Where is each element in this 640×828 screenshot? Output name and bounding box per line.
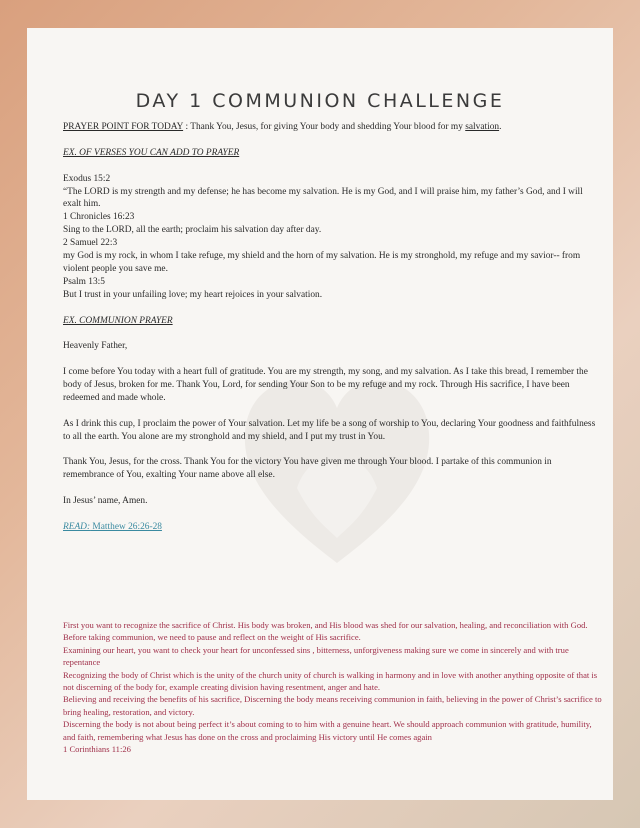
prayer-point-end: . bbox=[499, 122, 502, 132]
prayer-point bbox=[63, 121, 603, 134]
verse-ref: Exodus 15:2 bbox=[63, 173, 111, 184]
notes-section bbox=[63, 619, 603, 755]
verse-ref: 1 Chronicles 16:23 bbox=[63, 212, 135, 223]
prayer-paragraph: I come before You today with a heart full of gratitude. You are my strength, my song, and my salvation. As I take this bread, I remember the body of Jesus, broken for me. Thank You, Lord, for sending Your Son to be my refuge and my rock. Through His sacrifice, I have been redeemed and made whole. bbox=[63, 367, 588, 403]
verse-ref: Psalm 13:5 bbox=[63, 276, 105, 287]
prayer-paragraph: As I drink this cup, I proclaim the power of Your salvation. Let my life be a song of worship to You, declaring Your goodness and faithfulness to all the earth. You alone are my stronghold and my shield, and I put my trust in You. bbox=[63, 418, 596, 442]
prayer-point-text: : Thank You, Jesus, for giving Your body and shedding Your blood for my bbox=[183, 122, 466, 132]
note-item: First you want to recognize the sacrifice of Christ. His body was broken, and His blood was shed for our salvation, healing, and reconciliation with God. Before taking communion, we need to pause and reflect on the weight of His sacrifice. bbox=[63, 620, 588, 643]
verse-text: “The LORD is my strength and my defense; he has become my salvation. He is my God, and I will praise him, my father’s God, and I will exalt him. bbox=[63, 186, 583, 210]
prayer-point-label: PRAYER POINT FOR TODAY bbox=[63, 122, 184, 132]
note-item: Recognizing the body of Christ which is the unity of the church unity of church is walking in harmony and in love with another anything opposite of that is not discerning of the body for, example creating division having resentment, anger and hate. bbox=[63, 669, 598, 693]
verse-text: Sing to the LORD, all the earth; proclaim his salvation day after day. bbox=[63, 225, 322, 236]
note-item: Discerning the body is not about being perfect it’s about coming to to him with a genuine heart. We should approach communion with gratitude, humility, and faith, remembering what Jesus has done on the cross and proclaiming His victory until He comes again bbox=[63, 719, 592, 742]
prayer-heading: EX. COMMUNION PRAYER bbox=[63, 315, 173, 326]
verse-list bbox=[63, 173, 603, 302]
verses-heading: EX. OF VERSES YOU CAN ADD TO PRAYER bbox=[63, 147, 240, 158]
read-reference: Matthew 26:26-28 bbox=[90, 521, 162, 532]
read-label: READ: bbox=[63, 521, 91, 532]
prayer-point-keyword: salvation bbox=[465, 122, 500, 132]
page-title: DAY 1 COMMUNION CHALLENGE bbox=[135, 90, 505, 112]
document-page bbox=[27, 28, 613, 800]
salutation: Heavenly Father, bbox=[63, 341, 128, 352]
verse-text: my God is my rock, in whom I take refuge, my shield and the horn of my salvation. He is my stronghold, my refuge and my savior-- from violent people you save me. bbox=[63, 251, 581, 274]
note-item: Examining our heart, you want to check your heart for unconfessed sins , bitterness, unforgiveness making sure we come in sincerely and with true repentance bbox=[63, 644, 569, 668]
prayer-paragraph: Thank You, Jesus, for the cross. Thank You for the victory You have given me through Your blood. I partake of this communion in remembrance of You, exalting Your name above all else. bbox=[63, 457, 552, 481]
note-item: 1 Corinthians 11:26 bbox=[63, 744, 131, 755]
note-item: Believing and receiving the benefits of his sacrifice, Discerning the body means receiving communion in faith, believing in the power of Christ’s sacrifice to bring healing, restoration, and victory. bbox=[63, 694, 602, 717]
read-link[interactable] bbox=[63, 521, 603, 534]
verse-ref: 2 Samuel 22:3 bbox=[63, 238, 118, 249]
closing: In Jesus’ name, Amen. bbox=[63, 496, 148, 507]
document-body bbox=[63, 121, 603, 534]
verse-text: But I trust in your unfailing love; my heart rejoices in your salvation. bbox=[63, 289, 323, 300]
